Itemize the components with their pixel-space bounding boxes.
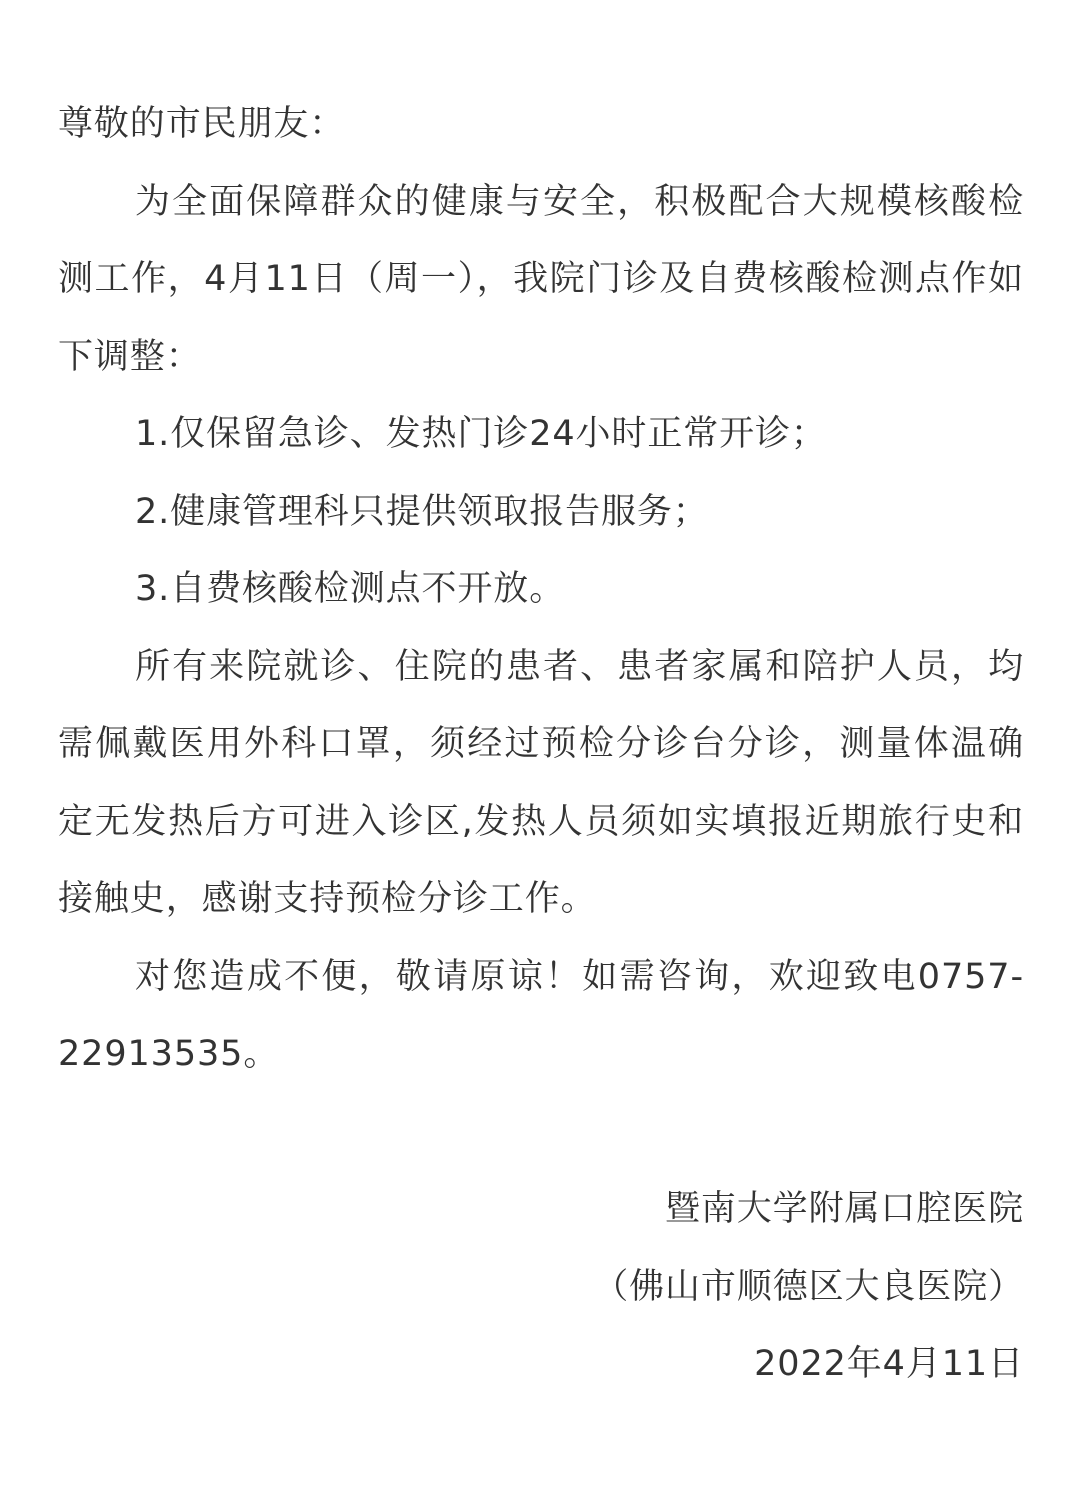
notice-body xyxy=(58,86,1024,1404)
intro-paragraph: 为全面保障群众的健康与安全，积极配合大规模核酸检测工作，4月11日（周一），我院门诊及自费核酸检测点作如下调整： xyxy=(58,181,1024,377)
notice-date: 2022年4月11日 xyxy=(754,1344,1024,1384)
adjustment-item-1: 1.仅保留急诊、发热门诊24小时正常开诊； xyxy=(135,414,827,454)
spacer xyxy=(58,1094,1024,1172)
signature-block xyxy=(58,1171,1024,1404)
salutation: 尊敬的市民朋友： xyxy=(58,104,346,144)
apology-paragraph: 对您造成不便，敬请原谅！如需咨询，欢迎致电0757-22913535。 xyxy=(58,956,1024,1074)
requirements-paragraph: 所有来院就诊、住院的患者、患者家属和陪护人员，均需佩戴医用外科口罩，须经过预检分诊台分诊，测量体温确定无发热后方可进入诊区,发热人员须如实填报近期旅行史和接触史，感谢支持预检分诊工作。 xyxy=(58,646,1024,919)
adjustment-item-2: 2.健康管理科只提供领取报告服务； xyxy=(135,491,709,532)
adjustment-item-3: 3.自费核酸检测点不开放。 xyxy=(135,569,566,609)
hospital-name: 暨南大学附属口腔医院 xyxy=(664,1189,1024,1229)
hospital-alias: （佛山市顺德区大良医院） xyxy=(593,1266,1024,1307)
